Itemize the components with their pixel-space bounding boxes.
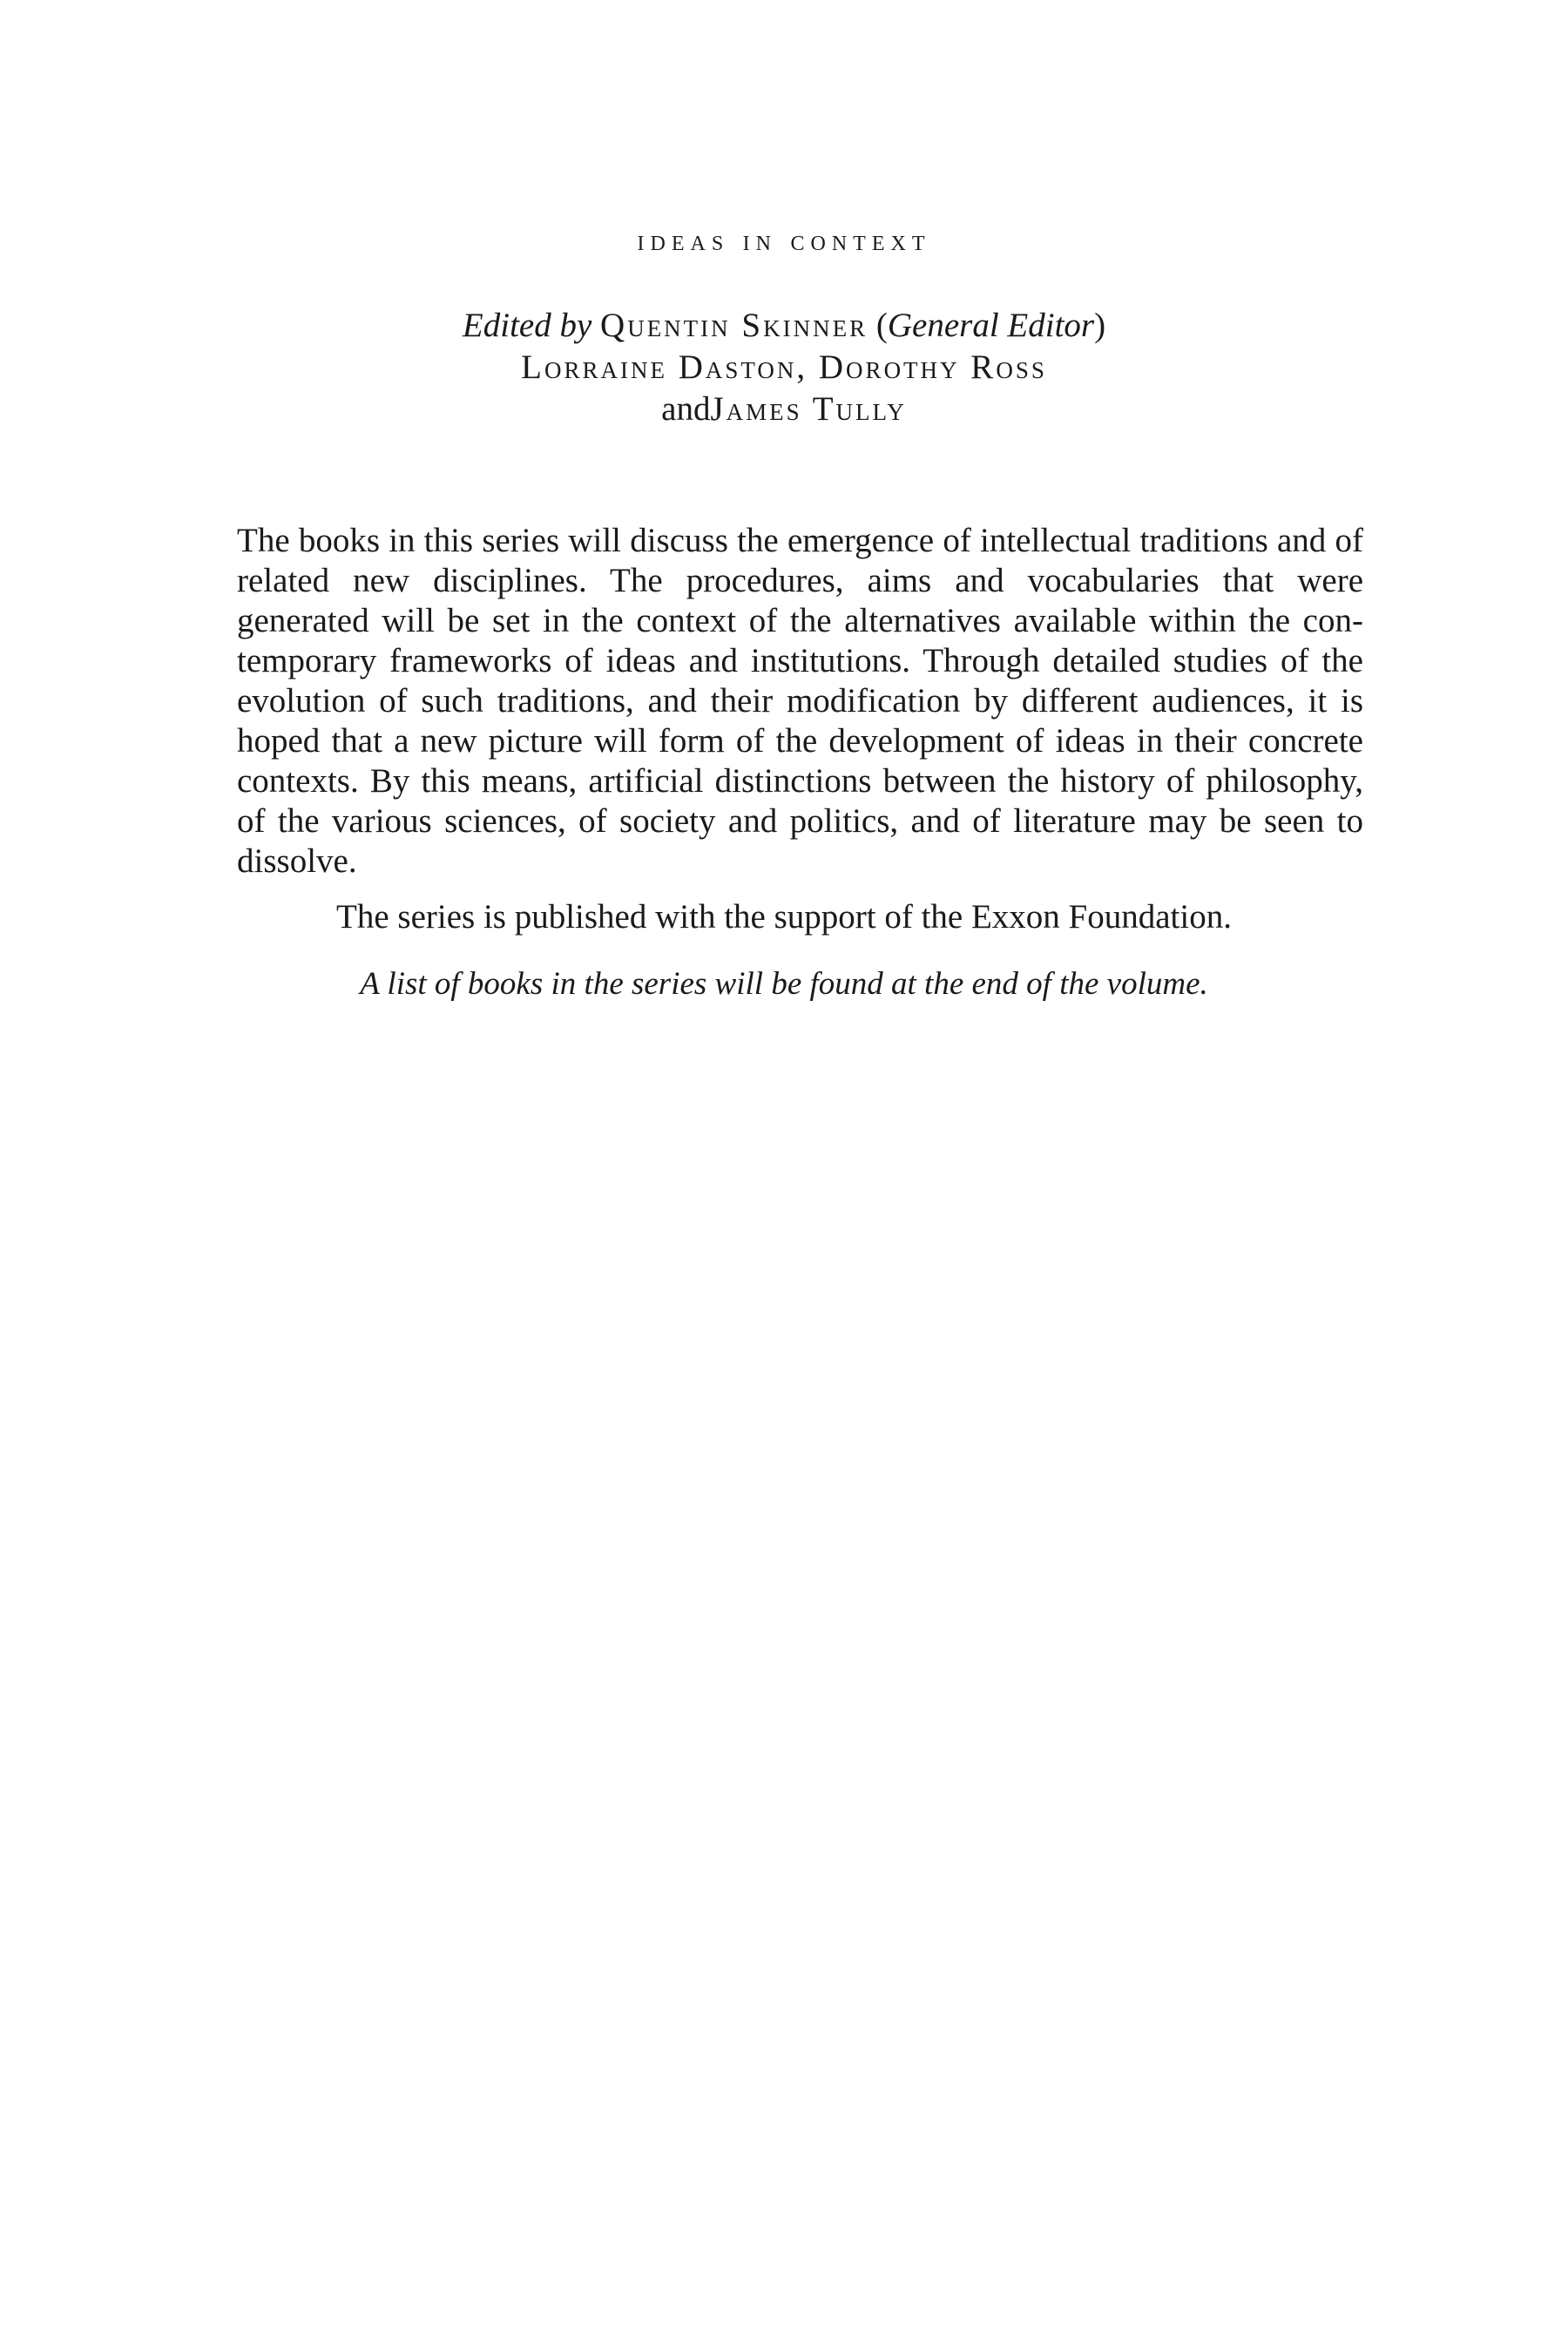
general-editor-role: General Editor <box>887 307 1095 344</box>
editors-line-1 <box>0 305 1568 347</box>
general-editor-role-wrap: (General Editor) <box>875 307 1106 344</box>
series-description: The books in this series will discuss the emergence of intellectual traditions and of related new disciplines. The procedures, aims and vocabularies that were generated will be set in the context of the alternatives available within the contemporary frameworks of ideas and institutions. Through detailed studies of the evolution of such traditions, and their modification by different audiences, it is hoped that a new picture will form of the development of ideas in their concrete contexts. By this means, artificial distinctions between the history of philosophy, of the various sciences, of society and politics, and of literature may be seen to dissolve. <box>237 522 1363 880</box>
support-note: The series is published with the support of the Exxon Foundation. <box>336 898 1232 936</box>
general-editor-name: Quentin Skinner <box>600 307 868 344</box>
series-title: ideas in context <box>637 225 931 257</box>
editors-block <box>0 305 1568 430</box>
editors-and: and <box>661 390 711 428</box>
editors-line-3 <box>0 389 1568 430</box>
editors-line-2: Lorraine Daston, Dorothy Ross <box>521 348 1047 386</box>
editor-name-tully: James Tully <box>710 390 907 428</box>
edited-by-label: Edited by <box>462 307 592 344</box>
list-note: A list of books in the series will be found at the end of the volume. <box>360 966 1208 1002</box>
